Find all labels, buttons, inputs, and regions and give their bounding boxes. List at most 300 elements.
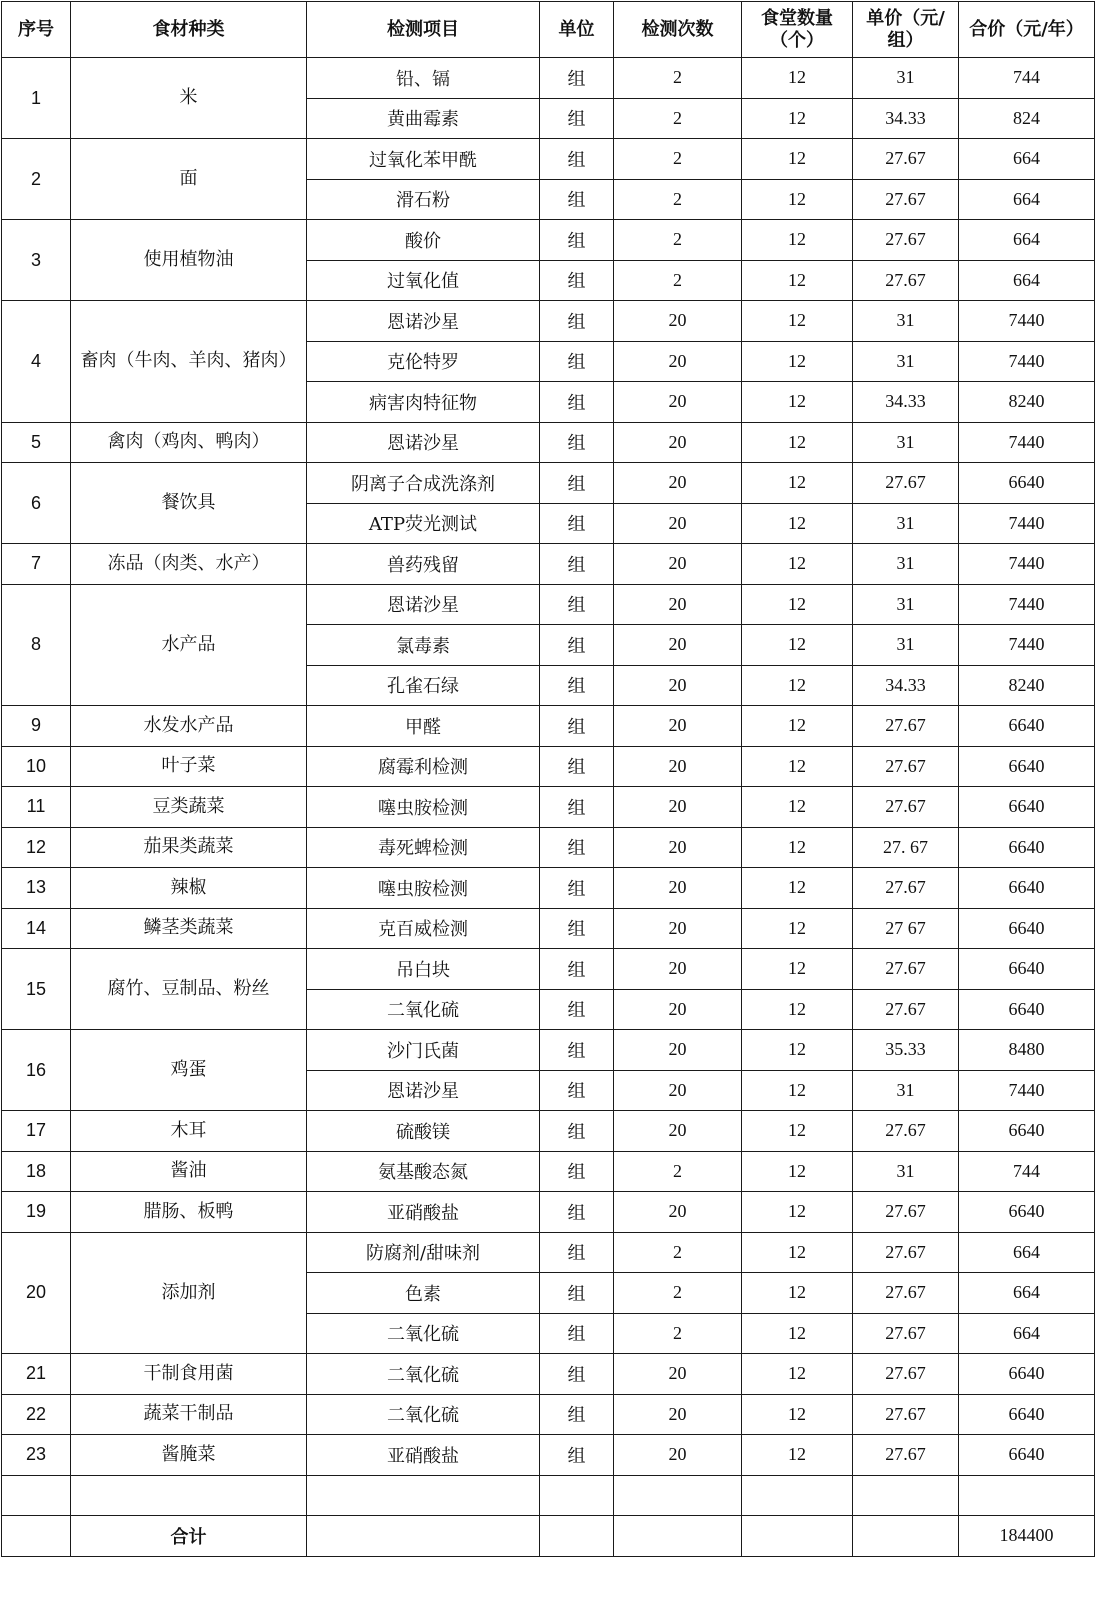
row-unit: 组: [540, 301, 614, 342]
row-canteens: 12: [742, 1273, 853, 1314]
row-index: 22: [2, 1394, 71, 1435]
row-price: 27.67: [853, 706, 959, 747]
header-price: 单价（元/组）: [853, 2, 959, 58]
row-item: 兽药残留: [307, 544, 540, 585]
row-item: 恩诺沙星: [307, 584, 540, 625]
row-item: 噻虫胺检测: [307, 787, 540, 828]
table-row: [2, 544, 1095, 585]
row-unit: 组: [540, 1354, 614, 1395]
row-times: 20: [614, 1192, 742, 1233]
row-total: 7440: [959, 1070, 1095, 1111]
row-price: 31: [853, 58, 959, 99]
row-index: 15: [2, 949, 71, 1030]
row-canteens: 12: [742, 868, 853, 909]
row-price: 31: [853, 584, 959, 625]
summary-empty-cell: [540, 1516, 614, 1557]
summary-total: 184400: [959, 1516, 1095, 1557]
row-category: 腊肠、板鸭: [71, 1192, 307, 1233]
row-index: 21: [2, 1354, 71, 1395]
row-total: 6640: [959, 949, 1095, 990]
row-unit: 组: [540, 1030, 614, 1071]
row-unit: 组: [540, 382, 614, 423]
table-row: [2, 1435, 1095, 1476]
row-total: 664: [959, 1232, 1095, 1273]
row-category: 畜肉（牛肉、羊肉、猪肉）: [71, 301, 307, 423]
row-price: 27.67: [853, 949, 959, 990]
summary-row: [2, 1516, 1095, 1557]
row-price: 31: [853, 625, 959, 666]
row-price: 34.33: [853, 382, 959, 423]
table-row: [2, 584, 1095, 625]
row-category: 使用植物油: [71, 220, 307, 301]
row-price: 34.33: [853, 665, 959, 706]
table-row: [2, 949, 1095, 990]
row-times: 2: [614, 139, 742, 180]
row-item: 噻虫胺检测: [307, 868, 540, 909]
row-unit: 组: [540, 665, 614, 706]
row-unit: 组: [540, 1111, 614, 1152]
row-times: 20: [614, 422, 742, 463]
row-index: 12: [2, 827, 71, 868]
row-times: 20: [614, 463, 742, 504]
row-canteens: 12: [742, 827, 853, 868]
row-total: 8240: [959, 382, 1095, 423]
row-unit: 组: [540, 98, 614, 139]
summary-empty-cell: [307, 1516, 540, 1557]
summary-empty-cell: [853, 1516, 959, 1557]
row-index: 20: [2, 1232, 71, 1354]
row-index: 4: [2, 301, 71, 423]
table-row: [2, 1192, 1095, 1233]
row-price: 35.33: [853, 1030, 959, 1071]
row-unit: 组: [540, 868, 614, 909]
table-row: [2, 58, 1095, 99]
row-times: 2: [614, 220, 742, 261]
row-times: 20: [614, 1354, 742, 1395]
row-item: 二氧化硫: [307, 1354, 540, 1395]
summary-empty-cell: [2, 1516, 71, 1557]
row-category: 米: [71, 58, 307, 139]
row-canteens: 12: [742, 706, 853, 747]
empty-cell: [959, 1475, 1095, 1516]
row-canteens: 12: [742, 1111, 853, 1152]
row-price: 31: [853, 503, 959, 544]
row-canteens: 12: [742, 503, 853, 544]
row-times: 20: [614, 1111, 742, 1152]
row-unit: 组: [540, 463, 614, 504]
row-unit: 组: [540, 1435, 614, 1476]
row-item: 氨基酸态氮: [307, 1151, 540, 1192]
row-unit: 组: [540, 625, 614, 666]
row-price: 27. 67: [853, 827, 959, 868]
row-item: 毒死蜱检测: [307, 827, 540, 868]
row-item: 二氧化硫: [307, 989, 540, 1030]
row-total: 664: [959, 260, 1095, 301]
row-item: 吊白块: [307, 949, 540, 990]
row-unit: 组: [540, 1070, 614, 1111]
row-index: 17: [2, 1111, 71, 1152]
empty-cell: [853, 1475, 959, 1516]
row-unit: 组: [540, 220, 614, 261]
row-unit: 组: [540, 1151, 614, 1192]
row-canteens: 12: [742, 382, 853, 423]
row-total: 8240: [959, 665, 1095, 706]
row-price: 27.67: [853, 1111, 959, 1152]
row-index: 18: [2, 1151, 71, 1192]
row-total: 664: [959, 1273, 1095, 1314]
row-total: 6640: [959, 746, 1095, 787]
row-item: 克伦特罗: [307, 341, 540, 382]
row-item: 孔雀石绿: [307, 665, 540, 706]
table-row: [2, 422, 1095, 463]
row-price: 34.33: [853, 98, 959, 139]
row-total: 744: [959, 58, 1095, 99]
row-total: 6640: [959, 787, 1095, 828]
row-category: 鸡蛋: [71, 1030, 307, 1111]
row-price: 27.67: [853, 260, 959, 301]
table-row: [2, 139, 1095, 180]
row-item: 克百威检测: [307, 908, 540, 949]
row-unit: 组: [540, 260, 614, 301]
row-price: 27.67: [853, 868, 959, 909]
row-total: 664: [959, 179, 1095, 220]
row-total: 7440: [959, 544, 1095, 585]
row-times: 20: [614, 1435, 742, 1476]
row-price: 27 67: [853, 908, 959, 949]
row-total: 664: [959, 139, 1095, 180]
row-times: 20: [614, 341, 742, 382]
row-unit: 组: [540, 1192, 614, 1233]
row-times: 2: [614, 58, 742, 99]
row-canteens: 12: [742, 1070, 853, 1111]
row-times: 20: [614, 989, 742, 1030]
header-canteens: 食堂数量（个）: [742, 2, 853, 58]
row-category: 添加剂: [71, 1232, 307, 1354]
row-unit: 组: [540, 503, 614, 544]
row-category: 冻品（肉类、水产）: [71, 544, 307, 585]
row-index: 6: [2, 463, 71, 544]
row-unit: 组: [540, 179, 614, 220]
row-total: 7440: [959, 503, 1095, 544]
row-times: 20: [614, 1070, 742, 1111]
table-row: [2, 1232, 1095, 1273]
row-canteens: 12: [742, 301, 853, 342]
row-price: 31: [853, 422, 959, 463]
row-item: 甲醛: [307, 706, 540, 747]
row-price: 27.67: [853, 1232, 959, 1273]
row-unit: 组: [540, 58, 614, 99]
row-canteens: 12: [742, 625, 853, 666]
header-index: 序号: [2, 2, 71, 58]
row-unit: 组: [540, 1394, 614, 1435]
row-times: 20: [614, 908, 742, 949]
table-row: [2, 1030, 1095, 1071]
row-item: 阴离子合成洗涤剂: [307, 463, 540, 504]
summary-empty-cell: [614, 1516, 742, 1557]
row-price: 27.67: [853, 220, 959, 261]
row-item: 氯毒素: [307, 625, 540, 666]
row-index: 11: [2, 787, 71, 828]
row-index: 19: [2, 1192, 71, 1233]
row-price: 27.67: [853, 1313, 959, 1354]
row-category: 水产品: [71, 584, 307, 706]
row-category: 禽肉（鸡肉、鸭肉）: [71, 422, 307, 463]
inspection-cost-table: [1, 1, 1095, 1557]
row-price: 27.67: [853, 787, 959, 828]
row-item: 恩诺沙星: [307, 422, 540, 463]
row-times: 20: [614, 1030, 742, 1071]
row-total: 8480: [959, 1030, 1095, 1071]
row-category: 水发水产品: [71, 706, 307, 747]
row-item: 亚硝酸盐: [307, 1192, 540, 1233]
row-item: ATP荧光测试: [307, 503, 540, 544]
row-unit: 组: [540, 139, 614, 180]
row-price: 31: [853, 1151, 959, 1192]
empty-row: [2, 1475, 1095, 1516]
table-row: [2, 746, 1095, 787]
row-index: 16: [2, 1030, 71, 1111]
row-canteens: 12: [742, 1354, 853, 1395]
row-index: 5: [2, 422, 71, 463]
row-canteens: 12: [742, 220, 853, 261]
row-category: 叶子菜: [71, 746, 307, 787]
row-item: 过氧化值: [307, 260, 540, 301]
row-unit: 组: [540, 1313, 614, 1354]
row-total: 6640: [959, 1354, 1095, 1395]
table-row: [2, 1394, 1095, 1435]
row-times: 2: [614, 260, 742, 301]
row-canteens: 12: [742, 58, 853, 99]
table-row: [2, 787, 1095, 828]
row-price: 31: [853, 301, 959, 342]
row-times: 20: [614, 827, 742, 868]
row-total: 664: [959, 1313, 1095, 1354]
row-price: 27.67: [853, 179, 959, 220]
table-row: [2, 868, 1095, 909]
row-times: 20: [614, 868, 742, 909]
row-total: 7440: [959, 584, 1095, 625]
row-unit: 组: [540, 341, 614, 382]
empty-cell: [71, 1475, 307, 1516]
row-category: 腐竹、豆制品、粉丝: [71, 949, 307, 1030]
row-canteens: 12: [742, 341, 853, 382]
row-category: 辣椒: [71, 868, 307, 909]
row-index: 23: [2, 1435, 71, 1476]
row-canteens: 12: [742, 1394, 853, 1435]
row-unit: 组: [540, 827, 614, 868]
row-times: 2: [614, 1151, 742, 1192]
row-unit: 组: [540, 422, 614, 463]
row-times: 20: [614, 949, 742, 990]
row-price: 31: [853, 544, 959, 585]
row-price: 27.67: [853, 989, 959, 1030]
row-total: 824: [959, 98, 1095, 139]
row-item: 酸价: [307, 220, 540, 261]
row-canteens: 12: [742, 1435, 853, 1476]
row-price: 27.67: [853, 463, 959, 504]
row-category: 木耳: [71, 1111, 307, 1152]
row-canteens: 12: [742, 422, 853, 463]
row-times: 20: [614, 382, 742, 423]
empty-cell: [742, 1475, 853, 1516]
row-canteens: 12: [742, 1232, 853, 1273]
table-row: [2, 301, 1095, 342]
header-row: [2, 2, 1095, 58]
row-times: 20: [614, 665, 742, 706]
row-category: 茄果类蔬菜: [71, 827, 307, 868]
header-times: 检测次数: [614, 2, 742, 58]
table-body: [2, 58, 1095, 1476]
row-canteens: 12: [742, 179, 853, 220]
row-category: 干制食用菌: [71, 1354, 307, 1395]
row-times: 20: [614, 503, 742, 544]
row-item: 恩诺沙星: [307, 301, 540, 342]
row-item: 防腐剂/甜味剂: [307, 1232, 540, 1273]
row-times: 20: [614, 787, 742, 828]
row-item: 病害肉特征物: [307, 382, 540, 423]
row-unit: 组: [540, 544, 614, 585]
row-category: 豆类蔬菜: [71, 787, 307, 828]
row-times: 20: [614, 625, 742, 666]
row-times: 20: [614, 584, 742, 625]
row-category: 餐饮具: [71, 463, 307, 544]
row-total: 6640: [959, 868, 1095, 909]
row-canteens: 12: [742, 908, 853, 949]
row-index: 13: [2, 868, 71, 909]
row-canteens: 12: [742, 1151, 853, 1192]
row-canteens: 12: [742, 584, 853, 625]
row-unit: 组: [540, 908, 614, 949]
row-canteens: 12: [742, 787, 853, 828]
row-index: 9: [2, 706, 71, 747]
empty-cell: [614, 1475, 742, 1516]
row-total: 6640: [959, 1435, 1095, 1476]
row-category: 蔬菜干制品: [71, 1394, 307, 1435]
row-index: 3: [2, 220, 71, 301]
row-item: 色素: [307, 1273, 540, 1314]
row-total: 6640: [959, 1111, 1095, 1152]
row-times: 2: [614, 1273, 742, 1314]
row-category: 酱油: [71, 1151, 307, 1192]
row-times: 20: [614, 746, 742, 787]
row-index: 1: [2, 58, 71, 139]
row-price: 31: [853, 1070, 959, 1111]
row-times: 20: [614, 544, 742, 585]
row-times: 20: [614, 1394, 742, 1435]
table-row: [2, 1151, 1095, 1192]
header-total: 合价（元/年）: [959, 2, 1095, 58]
row-price: 27.67: [853, 139, 959, 180]
row-total: 744: [959, 1151, 1095, 1192]
empty-cell: [2, 1475, 71, 1516]
row-item: 二氧化硫: [307, 1394, 540, 1435]
row-index: 7: [2, 544, 71, 585]
row-total: 7440: [959, 341, 1095, 382]
row-price: 27.67: [853, 1354, 959, 1395]
row-canteens: 12: [742, 949, 853, 990]
row-times: 2: [614, 98, 742, 139]
row-price: 27.67: [853, 1435, 959, 1476]
row-total: 6640: [959, 706, 1095, 747]
row-total: 7440: [959, 422, 1095, 463]
empty-cell: [540, 1475, 614, 1516]
table-row: [2, 1111, 1095, 1152]
row-item: 恩诺沙星: [307, 1070, 540, 1111]
empty-cell: [307, 1475, 540, 1516]
table-row: [2, 827, 1095, 868]
header-unit: 单位: [540, 2, 614, 58]
row-times: 2: [614, 1313, 742, 1354]
row-item: 滑石粉: [307, 179, 540, 220]
row-times: 20: [614, 706, 742, 747]
row-total: 6640: [959, 1394, 1095, 1435]
row-total: 6640: [959, 989, 1095, 1030]
row-canteens: 12: [742, 746, 853, 787]
row-canteens: 12: [742, 98, 853, 139]
row-category: 酱腌菜: [71, 1435, 307, 1476]
table-row: [2, 706, 1095, 747]
summary-empty-cell: [742, 1516, 853, 1557]
row-canteens: 12: [742, 1313, 853, 1354]
row-item: 沙门氏菌: [307, 1030, 540, 1071]
summary-label: 合计: [71, 1516, 307, 1557]
header-category: 食材种类: [71, 2, 307, 58]
row-canteens: 12: [742, 1192, 853, 1233]
row-item: 铅、镉: [307, 58, 540, 99]
row-canteens: 12: [742, 463, 853, 504]
row-index: 10: [2, 746, 71, 787]
row-price: 31: [853, 341, 959, 382]
row-item: 亚硝酸盐: [307, 1435, 540, 1476]
row-canteens: 12: [742, 544, 853, 585]
row-unit: 组: [540, 746, 614, 787]
table-row: [2, 463, 1095, 504]
row-unit: 组: [540, 787, 614, 828]
table-row: [2, 908, 1095, 949]
row-total: 7440: [959, 301, 1095, 342]
row-item: 过氧化苯甲酰: [307, 139, 540, 180]
row-canteens: 12: [742, 665, 853, 706]
row-times: 20: [614, 301, 742, 342]
row-unit: 组: [540, 706, 614, 747]
row-item: 腐霉利检测: [307, 746, 540, 787]
header-item: 检测项目: [307, 2, 540, 58]
row-index: 14: [2, 908, 71, 949]
row-total: 6640: [959, 827, 1095, 868]
table-row: [2, 220, 1095, 261]
row-item: 二氧化硫: [307, 1313, 540, 1354]
row-price: 27.67: [853, 1394, 959, 1435]
row-total: 6640: [959, 463, 1095, 504]
row-canteens: 12: [742, 260, 853, 301]
row-canteens: 12: [742, 139, 853, 180]
row-total: 6640: [959, 908, 1095, 949]
table-row: [2, 1354, 1095, 1395]
row-unit: 组: [540, 1273, 614, 1314]
row-index: 2: [2, 139, 71, 220]
row-category: 鳞茎类蔬菜: [71, 908, 307, 949]
row-total: 6640: [959, 1192, 1095, 1233]
row-unit: 组: [540, 949, 614, 990]
row-total: 7440: [959, 625, 1095, 666]
row-price: 27.67: [853, 1192, 959, 1233]
row-canteens: 12: [742, 989, 853, 1030]
row-unit: 组: [540, 989, 614, 1030]
row-canteens: 12: [742, 1030, 853, 1071]
row-times: 2: [614, 179, 742, 220]
row-category: 面: [71, 139, 307, 220]
row-total: 664: [959, 220, 1095, 261]
